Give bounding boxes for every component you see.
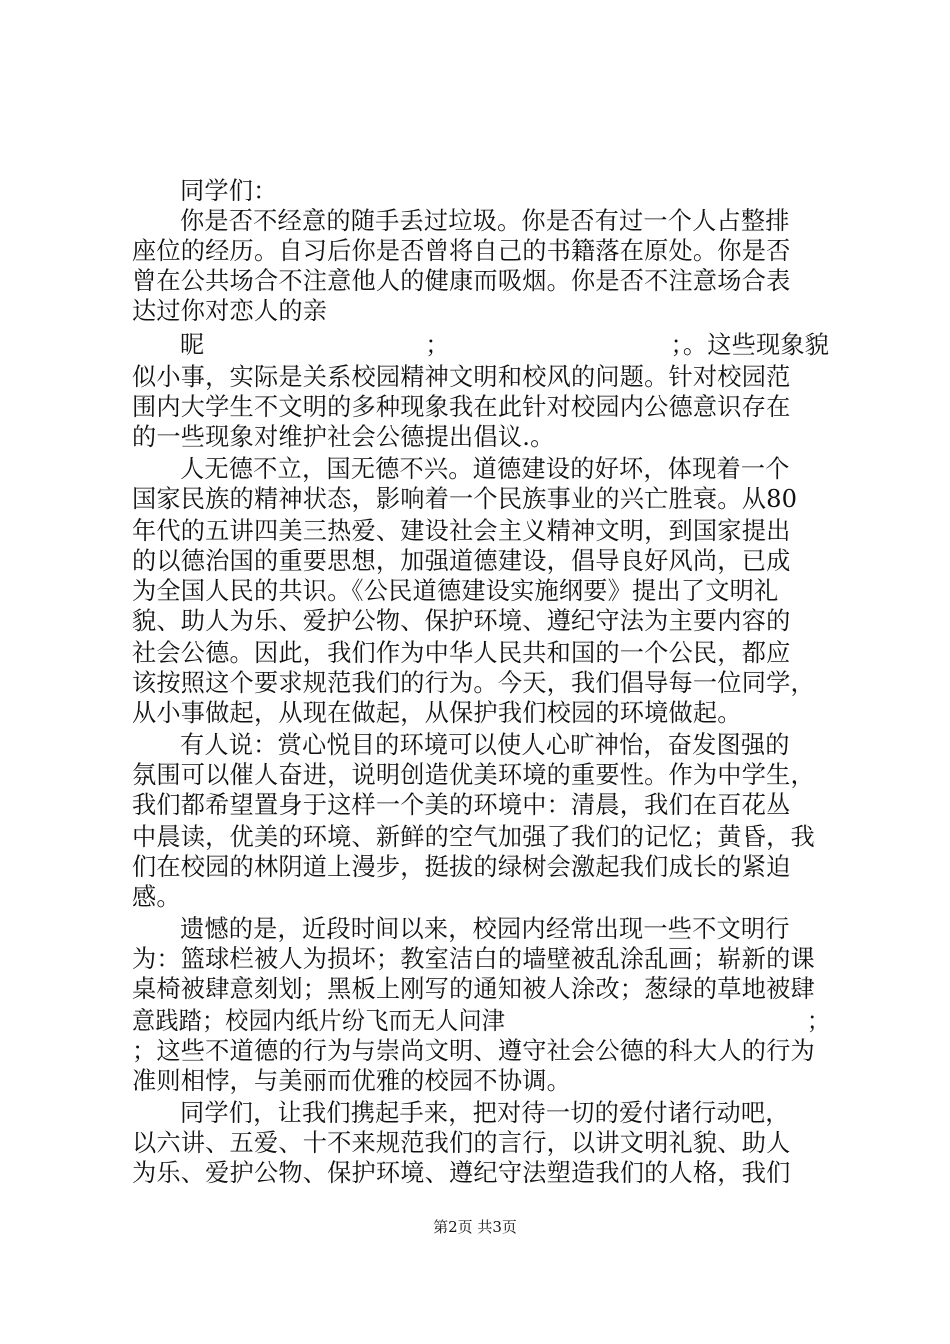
paragraph-line: 你是否不经意的随手丢过垃圾。你是否有过一个人占整排 (180, 207, 790, 235)
paragraph-line: 国家民族的精神状态，影响着一个民族事业的兴亡胜衰。从80 (132, 485, 798, 513)
paragraph-line: 中晨读，优美的环境、新鲜的空气加强了我们的记忆；黄昏，我 (132, 823, 815, 851)
paragraph-line: 为乐、爱护公物、保护环境、遵纪守法塑造我们的人格，我们 (132, 1159, 791, 1187)
page-footer: 第2页 共3页 (433, 1218, 517, 1236)
paragraph-line: 氛围可以催人奋进，说明创造优美环境的重要性。作为中学生， (132, 761, 815, 789)
paragraph-line: 似小事，实际是关系校园精神文明和校风的问题。针对校园范 (132, 363, 791, 391)
paragraph-line: 同学们，让我们携起手来，把对待一切的爱付诸行动吧， (180, 1099, 790, 1127)
paragraph-line: 的以德治国的重要思想，加强道德建设，倡导良好风尚，已成 (132, 547, 791, 575)
paragraph-line: 从小事做起，从现在做起，从保护我们校园的环境做起。 (132, 699, 742, 727)
greeting-line: 同学们： (180, 177, 278, 205)
paragraph-line: 人无德不立，国无德不兴。道德建设的好坏，体现着一个 (180, 455, 790, 483)
paragraph-line: 有人说：赏心悦目的环境可以使人心旷神怡，奋发图强的 (180, 731, 790, 759)
paragraph-line: 年代的五讲四美三热爱、建设社会主义精神文明，到国家提出 (132, 517, 791, 545)
paragraph-line: ；这些不道德的行为与崇尚文明、遵守社会公德的科大人的行为 (132, 1037, 815, 1065)
paragraph-line: 为：篮球栏被人为损坏；教室洁白的墙壁被乱涂乱画；崭新的课 (132, 945, 815, 973)
paragraph-line: 我们都希望置身于这样一个美的环境中：清晨，我们在百花丛 (132, 791, 791, 819)
paragraph-line: 感。 (132, 883, 181, 911)
paragraph-line: 以六讲、五爱、十不来规范我们的言行，以讲文明礼貌、助人 (132, 1129, 791, 1157)
paragraph-line: 该按照这个要求规范我们的行为。今天，我们倡导每一位同学， (132, 669, 815, 697)
paragraph-line: 貌、助人为乐、爱护公物、保护环境、遵纪守法为主要内容的 (132, 607, 791, 635)
paragraph-line: 昵 ； ；。这些现象貌 (180, 331, 830, 359)
paragraph-line: 社会公德。因此，我们作为中华人民共和国的一个公民，都应 (132, 639, 791, 667)
paragraph-line: 为全国人民的共识。《公民道德建设实施纲要》提出了文明礼 (132, 577, 779, 605)
paragraph-line: 曾在公共场合不注意他人的健康而吸烟。你是否不注意场合表 (132, 267, 791, 295)
paragraph-line: 座位的经历。自习后你是否曾将自己的书籍落在原处。你是否 (132, 237, 791, 265)
paragraph-line: 达过你对恋人的亲 (132, 297, 328, 325)
paragraph-line: 的一些现象对维护社会公德提出倡议.。 (132, 423, 555, 451)
paragraph-line: 们在校园的林阴道上漫步，挺拔的绿树会激起我们成长的紧迫 (132, 853, 791, 881)
paragraph-line: 遗憾的是，近段时间以来，校园内经常出现一些不文明行 (180, 915, 790, 943)
paragraph-line: 准则相悖，与美丽而优雅的校园不协调。 (132, 1067, 571, 1095)
paragraph-line: 围内大学生不文明的多种现象我在此针对校园内公德意识存在 (132, 393, 791, 421)
paragraph-line: 桌椅被肆意刻划；黑板上刚写的通知被人涂改；葱绿的草地被肆 (132, 975, 815, 1003)
paragraph-line: 意践踏；校园内纸片纷飞而无人问津 ； (132, 1007, 831, 1035)
